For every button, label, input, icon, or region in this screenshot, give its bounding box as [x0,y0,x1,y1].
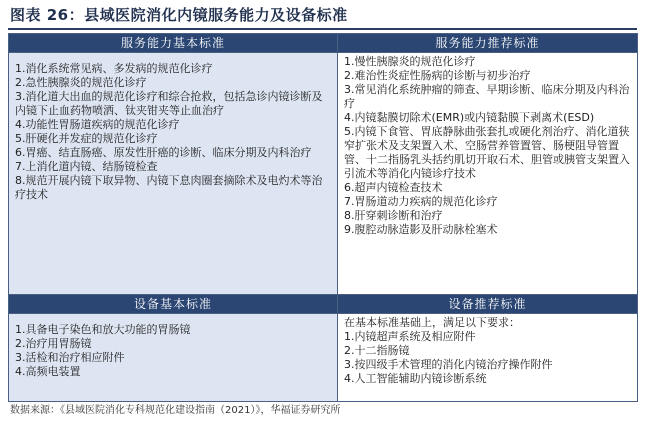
service-recommended-item: 4.内镜黏膜切除术(EMR)或内镜黏膜下剥离术(ESD) [344,111,595,124]
service-basic-item: 4.功能性胃肠道疾病的规范化诊疗 [15,118,180,131]
service-basic-header: 服务能力基本标准 [9,34,338,53]
source-note: 数据来源：《县域医院消化专科规范化建设指南（2021）》，华福证券研究所 [10,405,341,416]
service-basic-item: 6.胃癌、结直肠癌、原发性肝癌的诊断、临床分期及内科治疗 [15,146,312,159]
service-basic-item: 5.肝硬化并发症的规范化诊疗 [15,132,158,145]
service-basic-item: 1.消化系统常见病、多发病的规范化诊疗 [15,62,213,75]
equipment-recommended-list [344,330,631,386]
title-divider [8,28,637,30]
service-basic-item: 8.规范开展内镜下取异物、内镜下息肉圈套摘除术及电灼术等治疗技术 [15,174,323,201]
service-recommended-item: 1.慢性胰腺炎的规范化诊疗 [344,55,476,68]
equipment-recommended-item: 4.人工智能辅助内镜诊断系统 [344,372,487,385]
service-recommended-item: 9.腹腔动脉造影及肝动脉栓塞术 [344,223,498,236]
service-basic-item: 3.消化道大出血的规范化诊疗和综合抢救，包括急诊内镜诊断及内镜下止血药物喷洒、钛夹钳夹等止血治疗 [15,90,323,117]
service-recommended-list [344,55,631,237]
equipment-basic-item: 1.具备电子染色和放大功能的胃肠镜 [15,323,191,336]
service-basic-item: 2.急性胰腺炎的规范化诊疗 [15,76,147,89]
equipment-recommended-cell [338,314,638,402]
equipment-basic-item: 2.治疗用胃肠镜 [15,337,92,350]
equipment-basic-item: 4.高频电装置 [15,365,81,378]
equipment-recommended-item: 2.十二指肠镜 [344,344,410,357]
service-recommended-item: 8.肝穿刺诊断和治疗 [344,209,443,222]
service-basic-cell [9,53,338,295]
service-recommended-cell [338,53,638,295]
service-recommended-item: 3.常见消化系统肿瘤的筛查、早期诊断、临床分期及内科治疗 [344,83,630,110]
service-recommended-header: 服务能力推荐标准 [338,34,638,53]
standards-table [8,33,638,402]
equipment-recommended-intro: 在基本标准基础上，满足以下要求： [344,316,520,329]
equipment-recommended-item: 3.按四级手术管理的消化内镜治疗操作附件 [344,358,553,371]
equipment-recommended-item: 1.内镜超声系统及相应附件 [344,330,476,343]
equipment-basic-cell [9,314,338,402]
equipment-basic-list [15,323,331,379]
equipment-basic-header: 设备基本标准 [9,295,338,314]
service-basic-item: 7.上消化道内镜、结肠镜检查 [15,160,158,173]
service-recommended-item: 5.内镜下食管、胃底静脉曲张套扎或硬化剂治疗、消化道狭窄扩张术及支架置入术、空肠营养管置管、肠梗阻导管置管、十二指肠乳头括约肌切开取石术、胆管或胰管支架置入引流术等消化内镜诊疗技术 [344,125,630,180]
service-recommended-item: 6.超声内镜检查技术 [344,181,443,194]
figure-title: 图表 26：县域医院消化内镜服务能力及设备标准 [10,6,348,24]
service-recommended-item: 2.难治性炎症性肠病的诊断与初步治疗 [344,69,531,82]
service-basic-list [15,62,331,202]
equipment-recommended-header: 设备推荐标准 [338,295,638,314]
equipment-basic-item: 3.活检和治疗相应附件 [15,351,125,364]
service-recommended-item: 7.胃肠道动力疾病的规范化诊疗 [344,195,498,208]
